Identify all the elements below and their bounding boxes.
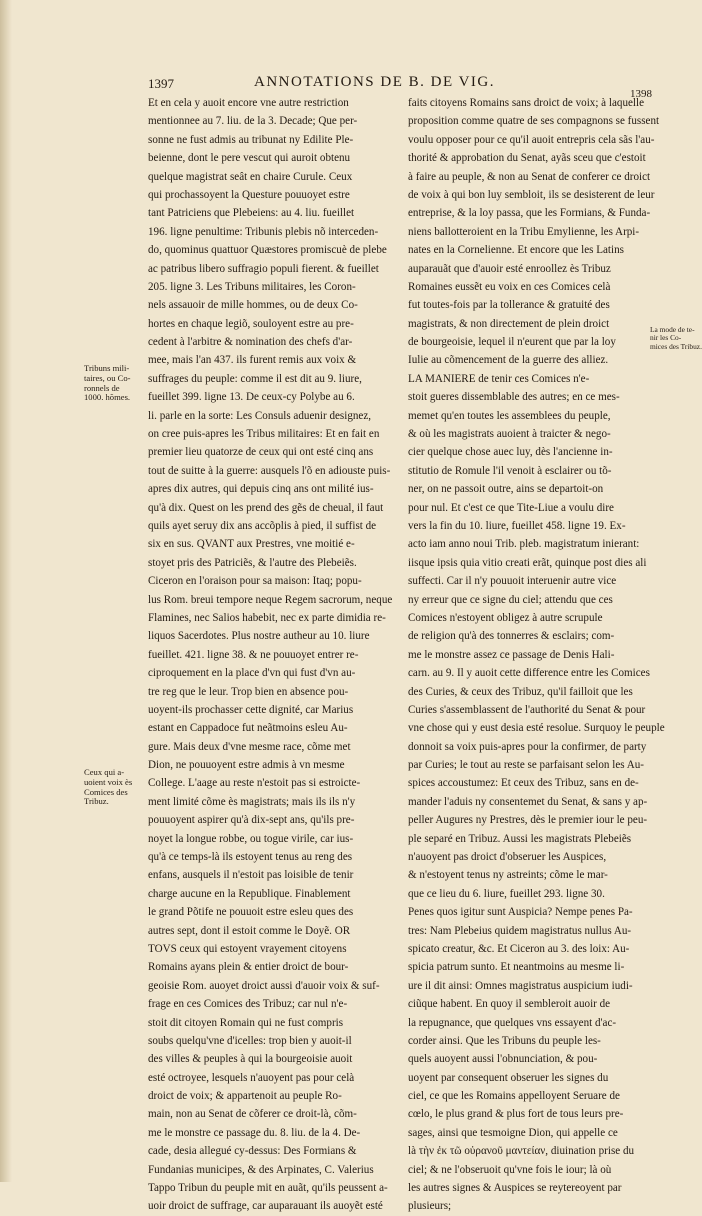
text-line: mee, mais l'an 437. ils furent remis aux voix &	[148, 354, 357, 367]
text-line: ple separé en Tribuz. Aussi les magistrats Plebeiẽs	[408, 832, 632, 845]
text-line: stoit gueres dissemblable des autres; en ce mes-	[408, 391, 620, 404]
text-line: ac patribus libero suffragio populi fierent. & fueillet	[148, 262, 379, 275]
text-line: charge aucune en la Republique. Finablement	[148, 887, 351, 900]
text-line: tout de suitte à la guerre: ausquels l'õ en adiouste puis-	[148, 464, 391, 477]
text-line: là τὴν ἐκ τῶ οὐρανοῦ μαντείαν, diuination prise du	[408, 1145, 635, 1158]
margin-note-comices: Ceux qui a- uoient voix ès Comices des Tribuz.	[84, 767, 133, 807]
text-line: spicato creatur, &c. Et Ciceron au 3. des loix: Au-	[408, 942, 630, 955]
text-line: quels auoyent aussi l'obnunciation, & pou-	[408, 1053, 598, 1066]
text-line: mander l'aduis ny consentemet du Senat, & sans y ap-	[408, 795, 648, 808]
text-line: cedent à l'arbitre & nomination des chefs d'ar-	[148, 336, 353, 349]
page-header	[148, 68, 652, 100]
text-line: nates en la Cornelienne. Et encore que les Latins	[408, 244, 624, 257]
text-line: qui prochassoyent la Questure pouuoyet estre	[148, 188, 350, 201]
text-line: de religion qu'à des tonnerres & esclairs; com-	[408, 630, 615, 643]
text-line: main, non au Senat de cõferer ce droit-là, cõm-	[148, 1108, 357, 1121]
page-gutter-shadow	[0, 0, 12, 1182]
text-line: Fundanias municipes, & des Arpinates, C. Valerius	[148, 1163, 374, 1176]
text-line: esté octroyee, lesquels n'auoyent pas pour celà	[148, 1071, 355, 1084]
text-line: sages, ainsi que tesmoigne Dion, qui appelle ce	[408, 1126, 618, 1139]
text-line: que ce lieu du 6. liure, fueillet 293. ligne 30.	[408, 887, 605, 900]
text-line: corder ainsi. Que les Tribuns du peuple les-	[408, 1034, 601, 1047]
text-line: Ciceron en l'oraison pour sa maison: Itaq; popu-	[148, 575, 362, 588]
text-line: suffrages du peuple: comme il est dit au 9. liure,	[148, 372, 362, 385]
text-line: ciũque habent. En quoy il sembleroit auoir de	[408, 998, 611, 1011]
text-line: donnoit sa voix puis-apres pour la confirmer, de party	[408, 740, 647, 753]
text-line: me le monstre ce passage du. 8. liu. de la 4. De-	[148, 1126, 361, 1139]
text-line: noyet la longue robbe, ou togue virile, car ius-	[148, 832, 354, 845]
text-line: magistrats, & non directement de plein droict	[408, 317, 610, 330]
text-line: n'auoyent pas droict d'obseruer les Auspices,	[408, 851, 607, 864]
text-line: entreprise, & la loy passa, que les Formians, & Funda-	[408, 207, 651, 220]
text-line: spicia patrum sunto. Et neantmoins au mesme li-	[408, 961, 625, 974]
text-line: Tappo Tribun du peuple mit en auãt, qu'ils peussent a-	[148, 1182, 388, 1195]
text-line: Dion, ne pouuoyent estre admis à vn mesme	[148, 759, 345, 772]
text-line: LA MANIERE de tenir ces Comices n'e-	[408, 372, 590, 385]
text-line: fueillet 399. ligne 13. De ceux-cy Polybe au 6.	[148, 391, 355, 404]
text-line: stoit dit citoyen Romain qui ne fust compris	[148, 1016, 344, 1029]
text-line: iisque ipsis quia vitio creati erãt, quinque post dies ali	[408, 556, 647, 569]
text-line: voulu opposer pour ce qu'il auoit entrepris cela sãs l'au-	[408, 133, 655, 146]
text-line: sonne ne fust admis au tribunat ny Edilite Ple-	[148, 133, 354, 146]
text-line: autres sept, dont il estoit comme le Doyẽ. OR	[148, 924, 351, 937]
text-line: li. parle en la sorte: Les Consuls aduenir designez,	[148, 409, 372, 422]
text-line: proposition comme quatre de ses compagnons se fussent	[408, 115, 660, 128]
text-line: suffecti. Car il n'y pouuoit interuenir autre vice	[408, 575, 617, 588]
text-line: & n'estoyent tenus ny astreints; cõme le mar-	[408, 869, 608, 882]
text-line: lus Rom. breui tempore neque Regem sacrorum, neque	[148, 593, 393, 606]
text-line: ciel; & ne l'obseruoit qu'vne fois le iour; là où	[408, 1163, 612, 1176]
text-line: thorité & approbation du Senat, ayãs sceu que c'estoit	[408, 152, 646, 165]
text-line: Penes quos igitur sunt Auspicia? Nempe penes Pa-	[408, 906, 633, 919]
text-line: par Curies; le tout au reste se parfaisant selon les Au-	[408, 759, 644, 772]
text-line: ner, on ne passoit outre, ains se departoit-on	[408, 483, 604, 496]
text-line: vers la fin du 10. liure, fueillet 458. ligne 19. Ex-	[408, 519, 626, 532]
text-line: 205. ligne 3. Les Tribuns militaires, les Coron-	[148, 280, 356, 293]
text-line: enfans, ausquels il n'estoit pas loisible de tenir	[148, 869, 354, 882]
text-line: Romaines eussẽt eu voix en ces Comices celà	[408, 280, 611, 293]
text-line: stoyet pris des Patriciẽs, & l'autre des Plebeiẽs.	[148, 556, 357, 569]
text-line: cade, desia allegué cy-dessus: Des Formians &	[148, 1145, 357, 1158]
text-line: de voix à qui bon luy sembloit, ils se desisterent de leur	[408, 188, 655, 201]
text-line: nels assauoir de mille hommes, ou de deux Co-	[148, 299, 358, 312]
text-line: Et en cela y auoit encore vne autre restriction	[148, 97, 349, 109]
margin-note-tribuns: Tribuns mili- taires, ou Co- ronnels de 1000. hõmes.	[84, 363, 131, 403]
text-line: ciproquement en la place d'vn qui fust d'vn au-	[148, 667, 356, 680]
text-line: cier quelque chose auec luy, dès l'ancienne in-	[408, 446, 613, 459]
text-line: hortes en chaque legiõ, souloyent estre au pre-	[148, 317, 354, 330]
page-number-left: 1397	[148, 76, 174, 91]
text-line: quelque magistrat seât en chaire Curule. Ceux	[148, 170, 353, 183]
text-line: uoir droict de suffrage, car auparauant ils auoyẽt esté	[148, 1200, 383, 1213]
text-line: les autres signes & Auspices se reytereoyent par	[408, 1182, 622, 1195]
text-line: qu'à dix. Quest on les prend des gẽs de cheual, il faut	[148, 501, 384, 514]
text-line: soubs quelqu'vne d'icelles: trop bien y auoit-il	[148, 1034, 352, 1047]
page-number-right: 1398	[630, 88, 652, 100]
text-line: 196. ligne penultime: Tribunis plebis nõ interceden-	[148, 225, 379, 238]
text-line: mentionnee au 7. liu. de la 3. Decade; Que per-	[148, 115, 358, 128]
text-line: memet qu'en toutes les assemblees du peuple,	[408, 409, 611, 422]
text-line: Iulie au cõmencement de la guerre des alliez.	[408, 354, 609, 367]
text-line: estant en Cappadoce fut neãtmoins esleu Au-	[148, 722, 348, 735]
text-line: do, quominus quattuor Quæstores promiscuè de plebe	[148, 244, 387, 257]
text-line: fueillet. 421. ligne 38. & ne pouuoyet entrer re-	[148, 648, 359, 661]
text-line: Curies s'assemblassent de l'authorité du Senat & pour	[408, 703, 646, 716]
text-line: gure. Mais deux d'vne mesme race, cõme met	[148, 740, 351, 753]
text-line: TOVS ceux qui estoyent vrayement citoyens	[148, 942, 347, 955]
text-line: Romains ayans plein & entier droict de bour-	[148, 961, 349, 974]
text-line: faits citoyens Romains sans droict de voix; à laquelle	[408, 97, 644, 109]
text-line: me le monstre assez ce passage de Denis Hali-	[408, 648, 615, 661]
text-line: ciel, ce que les Romains appelloyent Seruare de	[408, 1090, 620, 1103]
text-line: tant Patriciens que Plebeiens: au 4. liu. fueillet	[148, 207, 355, 220]
text-line: tre reg que le leur. Trop bien en absence pou-	[148, 685, 349, 698]
text-line: ure il dit ainsi: Omnes magistratus auspicium iudi-	[408, 979, 633, 992]
text-line: apres dix autres, qui depuis cinq ans ont milité ius-	[148, 483, 374, 496]
text-line: frage en ces Comices des Tribuz; car nul n'e-	[148, 998, 348, 1011]
text-line: on cree puis-apres les Tribus militaires: Et en fait en	[148, 428, 380, 441]
text-line: pouuoyent aspirer qu'à dix-sept ans, qu'ils pre-	[148, 814, 355, 827]
text-line: & où les magistrats auoient à traicter & nego-	[408, 428, 611, 441]
text-line: qu'à ce temps-là ils estoyent tenus au reng des	[148, 851, 353, 864]
text-line: tres: Nam Plebeius quidem magistratus nullus Au-	[408, 924, 632, 937]
text-line: vne chose qui y eust desia esté resolue. Surquoy le peuple	[408, 722, 665, 735]
text-line: geoisie Rom. auoyet droict aussi d'auoir voix & suf-	[148, 979, 380, 992]
text-column-right	[408, 94, 665, 1213]
margin-note-maniere: La mode de te- nir les Co- mices des Tribuz.	[650, 325, 702, 351]
text-line: uoyent par consequent obseruer les signes du	[408, 1071, 609, 1084]
text-column-left	[148, 94, 402, 1213]
text-line: des Curies, & ceux des Tribuz, qu'il failloit que les	[408, 685, 633, 698]
text-line: la repugnance, que quelques vns essayent d'ac-	[408, 1016, 617, 1029]
text-line: six en sus. QVANT aux Prestres, vne moitié e-	[148, 538, 355, 551]
text-line: auparauãt que d'auoir esté enroollez ès Tribuz	[408, 262, 611, 275]
text-line: plusieurs;	[408, 1200, 452, 1213]
text-line: stitutio de Romule l'il venoit à esclairer ou tõ-	[408, 464, 612, 477]
text-line: pour nul. Et c'est ce que Tite-Liue a voulu dire	[408, 501, 614, 514]
text-line: liquos Sacerdotes. Plus nostre autheur au 10. liure	[148, 630, 370, 643]
text-line: cœlo, le plus grand & plus fort de tous leurs pre-	[408, 1108, 624, 1121]
text-line: le grand Põtife ne pouuoit estre esleu ques des	[148, 906, 354, 919]
text-line: de bourgeoisie, lequel il n'eurent que par la loy	[408, 336, 616, 349]
text-line: College. L'aage au reste n'estoit pas si estroicte-	[148, 777, 361, 790]
text-line: peller Augures ny Prestres, dès le premier iour le peu-	[408, 814, 648, 827]
text-line: quils ayet seruy dix ans accõplis à pied, il suffist de	[148, 519, 377, 532]
text-line: Comices n'estoyent obligez à autre scrupule	[408, 611, 603, 624]
text-line: des villes & peuples à qui la bourgeoisie auoit	[148, 1053, 353, 1066]
text-line: carn. au 9. Il y auoit cette difference entre les Comices	[408, 667, 650, 680]
text-line: uoyent-ils prochasser cette dignité, car Marius	[148, 703, 354, 716]
text-line: beienne, dont le pere vescut qui auroit obtenu	[148, 152, 351, 165]
text-line: droict de voix; & appartenoit au peuple Ro-	[148, 1090, 342, 1103]
text-line: à faire au peuple, & non au Senat de conferer ce droict	[408, 170, 651, 183]
text-line: spices accoustumez: Et ceux des Tribuz, sans en de-	[408, 777, 639, 790]
text-line: ment limité cõme ès magistrats; mais ils ils n'y	[148, 795, 356, 808]
text-line: fut toutes-fois par la tollerance & gratuité des	[408, 299, 610, 312]
text-line: Flamines, nec Salios habebit, nec ex parte dimidia re-	[148, 611, 386, 624]
text-line: acto iam anno noui Trib. pleb. magistratum inierant:	[408, 538, 640, 551]
text-line: niens ballotteroient en la Tribu Emylienne, les Arpi-	[408, 225, 640, 238]
text-line: ny erreur que ce signe du ciel; attendu que ces	[408, 593, 613, 606]
text-line: premier lieu quatorze de ceux qui ont esté cinq ans	[148, 446, 374, 459]
running-head: ANNOTATIONS DE B. DE VIG.	[254, 74, 496, 90]
